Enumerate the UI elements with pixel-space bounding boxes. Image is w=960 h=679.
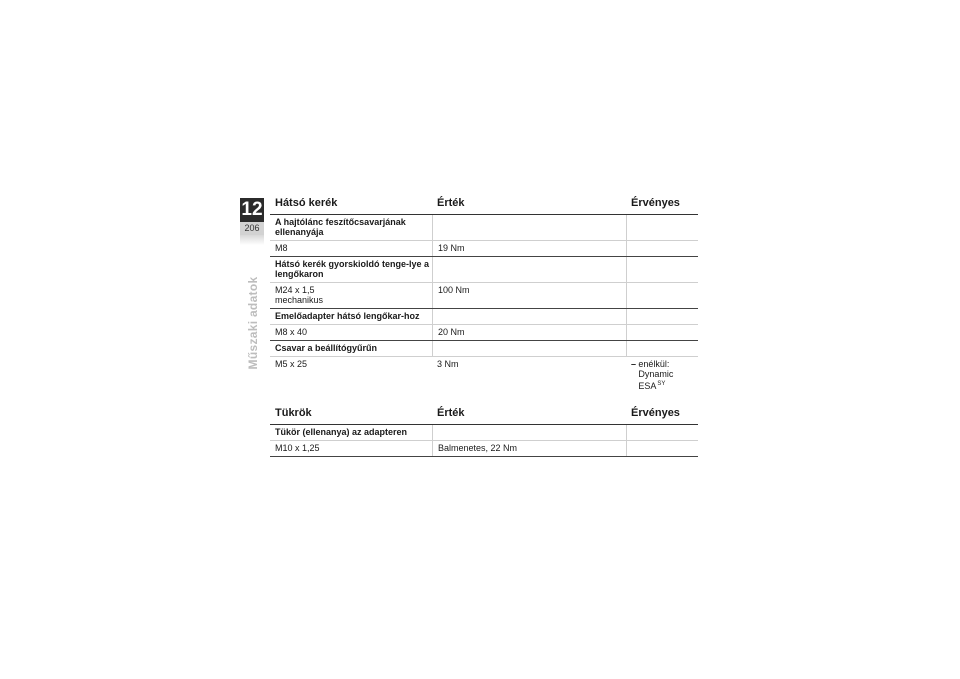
table-row — [270, 257, 698, 283]
table-row — [270, 283, 698, 309]
header-valid: Érvényes — [631, 407, 680, 419]
side-chapter-title: Műszaki adatok — [246, 276, 260, 370]
header-component: Hátsó kerék — [275, 197, 338, 209]
item-title: A hajtólánc feszítőcsavarjának ellenanyája — [275, 217, 406, 237]
table-row — [270, 215, 698, 241]
item-spec-line: M24 x 1,5 — [275, 285, 315, 295]
header-value: Érték — [437, 407, 465, 419]
table-row — [270, 425, 698, 441]
item-spec — [270, 283, 432, 308]
header-valid: Érvényes — [631, 197, 680, 209]
table-row — [270, 325, 698, 341]
table-header-rear-wheel — [270, 192, 698, 215]
table-header-mirrors — [270, 402, 698, 425]
option-code: SY — [657, 381, 666, 387]
bullet-dash: – — [631, 359, 637, 369]
chapter-number: 12 — [241, 199, 263, 220]
item-valid — [626, 357, 698, 394]
valid-text: enélkül: Dynamic $ESA^{SY}$ — [638, 359, 674, 391]
item-spec-line: mechanikus — [275, 295, 324, 305]
item-value: 3 Nm — [437, 359, 459, 369]
chapter-marker — [240, 198, 264, 245]
chapter-fade — [240, 235, 264, 245]
item-value: 20 Nm — [432, 325, 626, 340]
table-row — [270, 341, 698, 357]
item-spec: M8 x 40 — [275, 327, 308, 337]
item-title: Hátsó kerék gyorskioldó tenge-lye a lengőkaron — [275, 259, 430, 279]
table-row — [270, 241, 698, 257]
item-value: Balmenetes, 22 Nm — [432, 441, 626, 456]
item-title: Tükör (ellenanya) az adapteren — [275, 427, 408, 437]
item-value: 19 Nm — [432, 241, 626, 256]
header-value: Érték — [437, 197, 465, 209]
table-row — [270, 309, 698, 325]
table-row — [270, 441, 698, 457]
item-title: Csavar a beállítógyűrűn — [275, 343, 378, 353]
item-spec: M10 x 1,25 — [275, 443, 320, 453]
page-number: 206 — [240, 222, 264, 235]
table-row — [270, 357, 698, 394]
item-spec: M8 — [275, 243, 288, 253]
item-spec: M5 x 25 — [275, 359, 308, 369]
spec-document — [270, 192, 698, 457]
header-component: Tükrök — [275, 407, 312, 419]
item-value: 100 Nm — [432, 283, 626, 308]
item-title: Emelőadapter hátsó lengőkar-hoz — [275, 311, 420, 321]
